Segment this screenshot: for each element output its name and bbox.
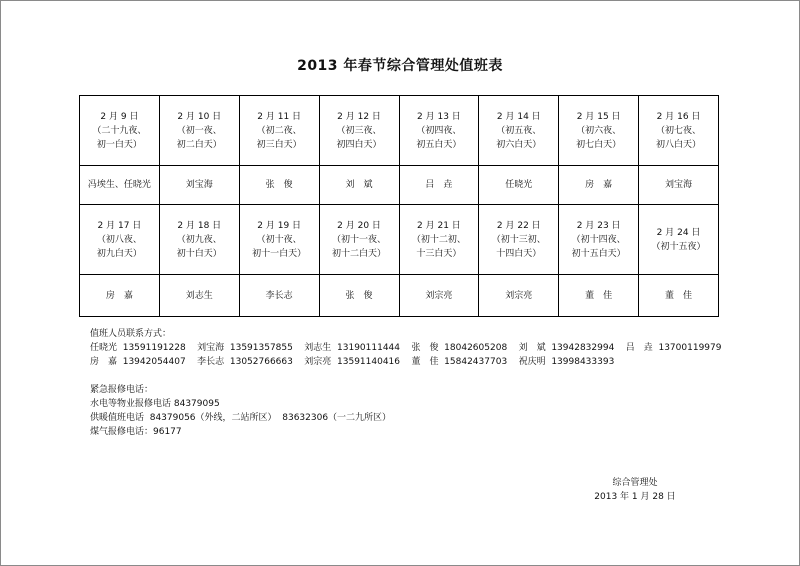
issuing-department: 综合管理处 [612,478,658,488]
contacts-line: 房 嘉 13942054407 李长志 13052766663 刘宗亮 13591140416 董 佳 15842437703 祝庆明 13998433393 [90,357,615,367]
name-row-week1 [80,166,719,205]
date-cell: 2 月 13 日 （初四夜、 初五白天） [399,96,479,166]
duty-person-cell: 董 佳 [639,275,719,317]
signature-block [580,476,690,504]
date-row-week2 [80,205,719,275]
name-row-week2 [80,275,719,317]
duty-schedule-table [79,95,719,317]
duty-person-cell: 任晓光 [479,166,559,205]
contacts-heading: 值班人员联系方式： [90,329,172,339]
duty-person-cell: 刘宗亮 [399,275,479,317]
duty-person-cell: 吕 垚 [399,166,479,205]
date-cell: 2 月 18 日 （初九夜、 初十白天） [159,205,239,275]
date-cell: 2 月 16 日 （初七夜、 初八白天） [639,96,719,166]
page-title: 2013 年春节综合管理处值班表 [297,58,503,74]
duty-person-cell: 李长志 [239,275,319,317]
issue-date: 2013 年 1 月 28 日 [594,492,676,502]
duty-person-cell: 冯埃生、任晓光 [80,166,160,205]
duty-person-cell: 董 佳 [559,275,639,317]
repair-line: 水电等物业报修电话 84379095 [90,399,220,409]
date-cell: 2 月 19 日 （初十夜、 初十一白天） [239,205,319,275]
duty-person-cell: 刘宝海 [639,166,719,205]
repair-line: 煤气报修电话：96177 [90,427,182,437]
contact-section [90,327,721,439]
date-cell: 2 月 12 日 （初三夜、 初四白天） [319,96,399,166]
spacer [90,369,721,383]
repair-heading: 紧急报修电话： [90,385,154,395]
date-cell: 2 月 17 日 （初八夜、 初九白天） [80,205,160,275]
duty-person-cell: 刘志生 [159,275,239,317]
date-cell: 2 月 10 日 （初一夜、 初二白天） [159,96,239,166]
duty-person-cell: 刘宗亮 [479,275,559,317]
repair-line: 供暖值班电话 84379056（外线，二站所区） 83632306（一二九所区） [90,413,392,423]
date-cell: 2 月 15 日 （初六夜、 初七白天） [559,96,639,166]
date-cell: 2 月 9 日 （二十九夜、 初一白天） [80,96,160,166]
date-row-week1 [80,96,719,166]
duty-person-cell: 房 嘉 [559,166,639,205]
date-cell: 2 月 21 日 （初十二初、 十三白天） [399,205,479,275]
date-cell: 2 月 20 日 （初十一夜、 初十二白天） [319,205,399,275]
contacts-line: 任晓光 13591191228 刘宝海 13591357855 刘志生 13190111444 张 俊 18042605208 刘 斌 13942832994 吕 垚 13700119979 [90,343,722,353]
date-cell: 2 月 23 日 （初十四夜、 初十五白天） [559,205,639,275]
duty-person-cell: 刘宝海 [159,166,239,205]
date-cell: 2 月 14 日 （初五夜、 初六白天） [479,96,559,166]
duty-person-cell: 刘 斌 [319,166,399,205]
date-cell: 2 月 22 日 （初十三初、 十四白天） [479,205,559,275]
duty-person-cell: 张 俊 [319,275,399,317]
duty-person-cell: 张 俊 [239,166,319,205]
date-cell: 2 月 24 日 （初十五夜） [639,205,719,275]
date-cell: 2 月 11 日 （初二夜、 初三白天） [239,96,319,166]
duty-person-cell: 房 嘉 [80,275,160,317]
